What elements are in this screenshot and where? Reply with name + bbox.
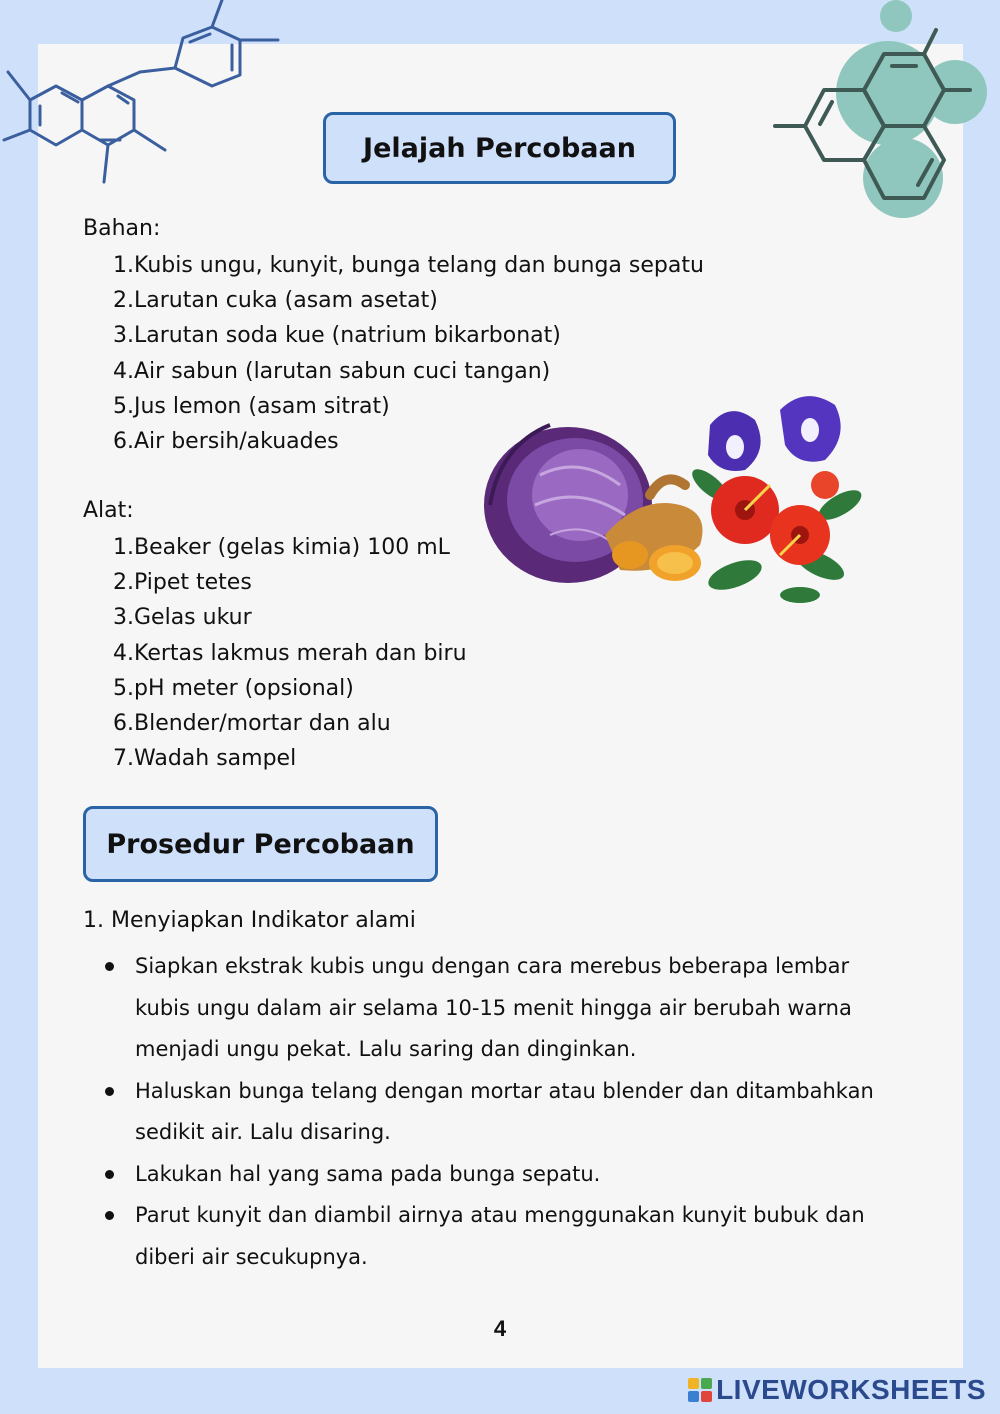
bahan-label: Bahan: (83, 216, 161, 241)
list-item: 5.pH meter (opsional) (113, 675, 354, 701)
alat-label: Alat: (83, 498, 134, 523)
list-item: Haluskan bunga telang dengan mortar atau blender dan ditambahkan sedikit air. Lalu disaring. (100, 1071, 900, 1154)
list-item: 5.Jus lemon (asam sitrat) (113, 393, 390, 419)
list-item: Siapkan ekstrak kubis ungu dengan cara merebus beberapa lembar kubis ungu dalam air selama 10-15 menit hingga air berubah warna menjadi ungu pekat. Lalu saring dan dinginkan. (100, 946, 900, 1071)
step-title: 1. Menyiapkan Indikator alami (83, 908, 416, 933)
list-item: 2.Pipet tetes (113, 570, 252, 596)
list-item: 4.Air sabun (larutan sabun cuci tangan) (113, 358, 551, 384)
page-title: Jelajah Percobaan (323, 112, 676, 184)
list-item: 6.Blender/mortar dan alu (113, 710, 391, 736)
list-item: 3.Larutan soda kue (natrium bikarbonat) (113, 323, 561, 349)
hibiscus-icon (711, 471, 839, 565)
list-item: 4.Kertas lakmus merah dan biru (113, 640, 467, 666)
list-item: 3.Gelas ukur (113, 605, 252, 631)
list-item: Parut kunyit dan diambil airnya atau menggunakan kunyit bubuk dan diberi air secukupnya. (100, 1195, 900, 1278)
page-number: 4 (493, 1316, 507, 1341)
list-item: 2.Larutan cuka (asam asetat) (113, 288, 438, 314)
list-item: Lakukan hal yang sama pada bunga sepatu. (100, 1154, 900, 1196)
liveworksheets-logo-icon (688, 1378, 712, 1402)
brand-logo[interactable] (688, 1374, 986, 1406)
alat-list (110, 530, 467, 776)
molecule-left-icon (0, 0, 290, 200)
list-item: 1.Kubis ungu, kunyit, bunga telang dan bunga sepatu (113, 253, 704, 278)
ingredients-illustration (480, 385, 880, 610)
brand-name: LIVEWORKSHEETS (716, 1374, 986, 1405)
list-item: 6.Air bersih/akuades (113, 428, 339, 454)
list-item: 7.Wadah sampel (113, 746, 297, 772)
molecule-right-icon (760, 0, 1000, 240)
procedure-bullets (100, 946, 900, 1278)
butterfly-pea-icon (708, 396, 841, 471)
list-item: 1.Beaker (gelas kimia) 100 mL (113, 535, 450, 560)
section-title-prosedur: Prosedur Percobaan (83, 806, 438, 882)
